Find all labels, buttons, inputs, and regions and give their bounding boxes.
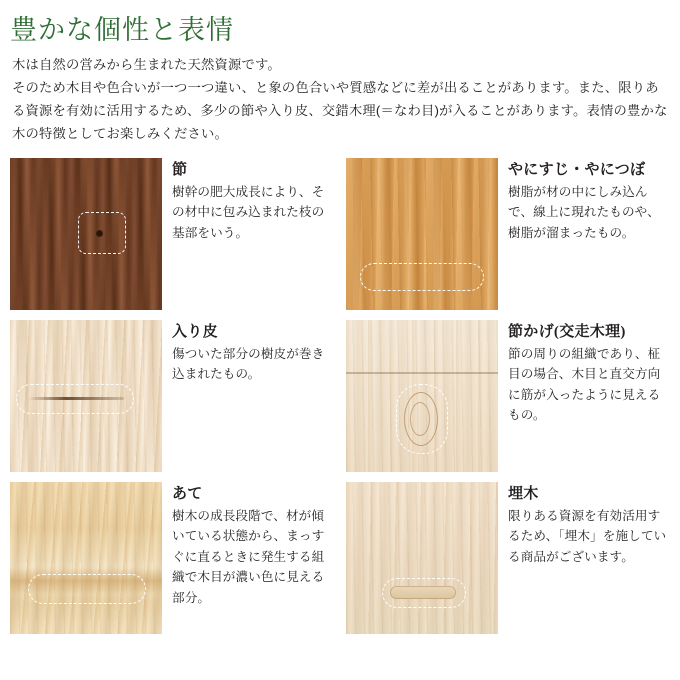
- highlight-marker: [360, 263, 484, 291]
- feature-desc: 樹木の成長段階で、材が傾いている状態から、まっすぐに直るときに発生する組織で木目が濃い色に見える部分。: [172, 509, 325, 605]
- wood-swatch-umeki-inlay-patch: [346, 482, 498, 634]
- highlight-marker: [396, 384, 448, 454]
- grain-overlay-icon: [346, 482, 498, 634]
- feature-card-yanisuji: [346, 158, 670, 310]
- intro-line-2: そのため木目や色合いが一つ一つ違い、と象の色合いや質感などに差が出ることがあります。また、限りある資源を有効に活用するため、多少の節や入り皮、交錯木理(＝なわ目)が入ることがあります。表情の豊かな木の特徴としてお楽しみください。: [12, 80, 668, 141]
- feature-text-umeki: [498, 482, 670, 567]
- intro-line-1: 木は自然の営みから生まれた天然資源です。: [12, 57, 281, 73]
- wood-swatch-walnut-with-knot: [10, 158, 162, 310]
- feature-card-fushikage: [346, 320, 670, 472]
- feature-desc: 樹脂が材の中にしみ込んで、線上に現れたものや、樹脂が溜まったもの。: [508, 185, 660, 240]
- board-seam-icon: [346, 372, 498, 374]
- feature-title: 節かげ(交走木理): [508, 323, 626, 340]
- grain-overlay-icon: [10, 482, 162, 634]
- wood-swatch-hinoki-resin-streak: [346, 158, 498, 310]
- feature-card-fushi: [10, 158, 334, 310]
- feature-desc: 樹幹の肥大成長により、その材中に包み込まれた枝の基部をいう。: [172, 185, 325, 240]
- feature-title: 埋木: [508, 485, 539, 502]
- feature-card-umeki: [346, 482, 670, 634]
- feature-title: 節: [172, 161, 188, 178]
- feature-title: 入り皮: [172, 323, 218, 340]
- wood-swatch-ate-compression-wood: [10, 482, 162, 634]
- wood-swatch-pine-ingrown-bark: [10, 320, 162, 472]
- feature-card-ate: [10, 482, 334, 634]
- feature-text-irikawa: [162, 320, 334, 385]
- highlight-marker: [28, 574, 146, 604]
- feature-grid: [0, 158, 680, 634]
- feature-title: やにすじ・やにつぼ: [508, 161, 646, 178]
- feature-text-fushikage: [498, 320, 670, 426]
- feature-card-irikawa: [10, 320, 334, 472]
- intro-text: [0, 46, 680, 145]
- feature-desc: 限りある資源を有効活用するため、「埋木」を施している商品がございます。: [508, 509, 667, 564]
- wood-swatch-maple-knot-shadow: [346, 320, 498, 472]
- feature-title: あて: [172, 485, 203, 502]
- highlight-marker: [382, 578, 466, 608]
- highlight-marker: [78, 212, 126, 254]
- feature-text-fushi: [162, 158, 334, 243]
- feature-text-yanisuji: [498, 158, 670, 243]
- page-title: 豊かな個性と表情: [10, 15, 234, 45]
- highlight-marker: [16, 384, 134, 414]
- feature-desc: 傷ついた部分の樹皮が巻き込まれたもの。: [172, 347, 325, 382]
- feature-desc: 節の周りの組織であり、柾目の場合、木目と直交方向に筋が入ったように見えるもの。: [508, 347, 661, 423]
- feature-text-ate: [162, 482, 334, 608]
